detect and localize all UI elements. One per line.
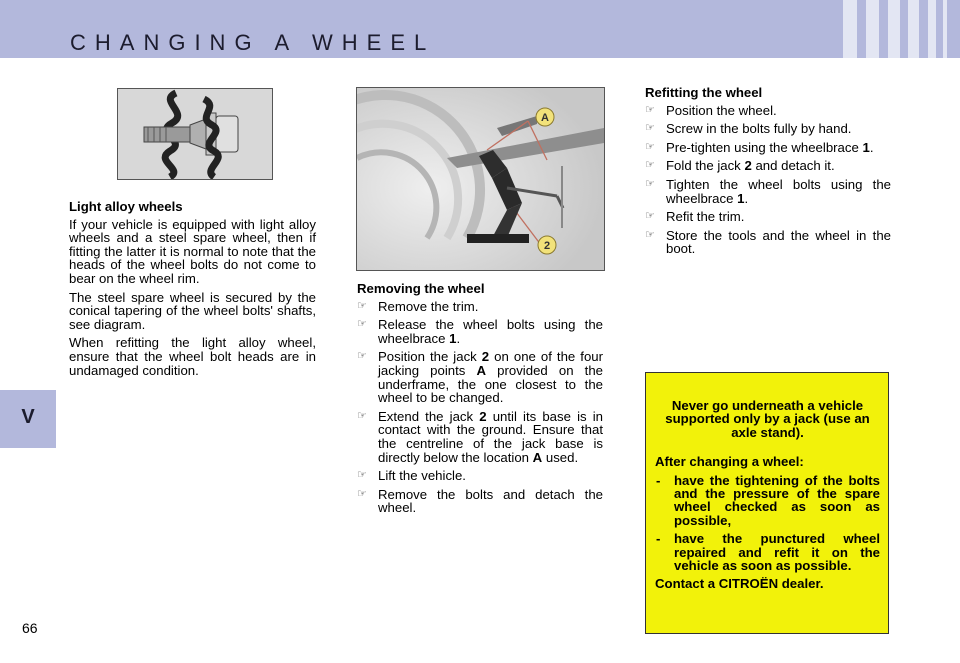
callout-a-label: A bbox=[541, 112, 549, 124]
after-change-item: - have the tightening of the bolts and the pressure of the spare wheel checked as soon as possible, bbox=[655, 474, 880, 528]
bolt-illustration bbox=[117, 88, 273, 180]
header-stripe bbox=[888, 0, 900, 58]
step-text: Lift the vehicle. bbox=[378, 468, 466, 484]
step-text: Release the wheel bolts using the wheelbrace bbox=[378, 317, 603, 346]
light-alloy-paragraph: The steel spare wheel is secured by the conical tapering of the wheel bolts' shafts, see diagram. bbox=[69, 289, 316, 332]
step-text: Screw in the bolts fully by hand. bbox=[666, 121, 852, 137]
chapter-tab-label: V bbox=[21, 406, 35, 428]
light-alloy-paragraph: When refitting the light alloy wheel, ensure that the wheel bolt heads are in undamaged condition. bbox=[69, 335, 316, 378]
page-number: 66 bbox=[22, 620, 38, 636]
chapter-tab bbox=[0, 390, 56, 448]
after-change-heading: After changing a wheel: bbox=[655, 454, 804, 470]
step-item bbox=[645, 178, 891, 205]
page-title: CHANGING A WHEEL bbox=[70, 30, 436, 55]
step-text: Fold the jack bbox=[666, 158, 745, 174]
header-stripe bbox=[866, 0, 879, 58]
header-bar bbox=[0, 0, 960, 58]
jack-illustration bbox=[356, 87, 605, 271]
removing-steps bbox=[357, 300, 603, 515]
light-alloy-paragraph: If your vehicle is equipped with light alloy wheels and a steel spare wheel, then if fitting the latter it is normal to note that the heads of the wheel bolts do not come to bear on the wheel rim. bbox=[69, 216, 316, 286]
step-item bbox=[357, 350, 603, 404]
step-text: used. bbox=[542, 449, 579, 465]
step-item bbox=[645, 141, 891, 155]
step-text: Position the jack bbox=[378, 349, 482, 365]
step-text: Remove the bolts and detach the wheel. bbox=[378, 486, 603, 516]
step-reference: 1 bbox=[737, 190, 745, 206]
step-item bbox=[357, 469, 603, 483]
step-text: and detach it. bbox=[751, 158, 835, 174]
removing-heading: Removing the wheel bbox=[357, 281, 485, 296]
step-text: provided on the underframe, the one closest to the wheel to be changed. bbox=[378, 362, 603, 406]
removing-section bbox=[357, 282, 603, 520]
step-text: Refit the trim. bbox=[666, 209, 745, 225]
header-stripe bbox=[908, 0, 919, 58]
light-alloy-heading: Light alloy wheels bbox=[69, 199, 183, 214]
step-item bbox=[645, 159, 891, 173]
step-item bbox=[645, 104, 891, 118]
header-stripe bbox=[943, 0, 947, 58]
step-text: on one of the four jacking points bbox=[378, 349, 604, 378]
step-text: . bbox=[869, 139, 874, 155]
step-item bbox=[645, 122, 891, 136]
step-text: Tighten the wheel bolts using the wheelbrace bbox=[666, 176, 891, 206]
step-reference: 2 bbox=[479, 408, 487, 424]
step-item bbox=[645, 229, 891, 256]
step-text: Position the wheel. bbox=[666, 102, 777, 118]
refitting-heading: Refitting the wheel bbox=[645, 85, 763, 100]
step-reference: A bbox=[532, 449, 543, 465]
warning-axle-stand: Never go underneath a vehicle supported only by a jack (use an axle stand). bbox=[665, 398, 870, 440]
step-reference: 1 bbox=[862, 139, 870, 155]
after-change-item: - have the punctured wheel repaired and refit it on the vehicle as soon as possible. bbox=[655, 532, 880, 572]
header-stripe bbox=[843, 0, 857, 58]
callout-2-label: 2 bbox=[543, 240, 551, 252]
jack-drawing bbox=[357, 88, 604, 270]
refitting-section bbox=[645, 86, 891, 261]
step-text: Extend the jack bbox=[378, 408, 480, 424]
light-alloy-section bbox=[69, 200, 316, 382]
step-text: . bbox=[456, 330, 461, 346]
step-item bbox=[357, 488, 603, 515]
step-item bbox=[357, 410, 603, 464]
refitting-steps bbox=[645, 104, 891, 256]
step-reference: 1 bbox=[449, 330, 457, 346]
dealer-contact: Contact a CITROËN dealer. bbox=[655, 576, 824, 592]
step-text: Pre-tighten using the wheelbrace bbox=[666, 139, 863, 155]
step-text: Remove the trim. bbox=[378, 298, 479, 314]
step-reference: 2 bbox=[744, 158, 752, 174]
step-item bbox=[357, 318, 603, 345]
step-text: . bbox=[744, 190, 749, 206]
step-text: until its base is in contact with the ground. Ensure that the centreline of the jack base is directly below the location bbox=[378, 408, 603, 465]
step-text: Store the tools and the wheel in the boot. bbox=[666, 227, 891, 257]
warning-box bbox=[645, 372, 889, 634]
header-stripe bbox=[928, 0, 936, 58]
bolt-drawing bbox=[118, 89, 272, 179]
step-item bbox=[357, 300, 603, 314]
step-item bbox=[645, 210, 891, 224]
after-change-list bbox=[655, 474, 880, 573]
step-reference: 2 bbox=[481, 349, 490, 365]
step-reference: A bbox=[476, 362, 487, 378]
